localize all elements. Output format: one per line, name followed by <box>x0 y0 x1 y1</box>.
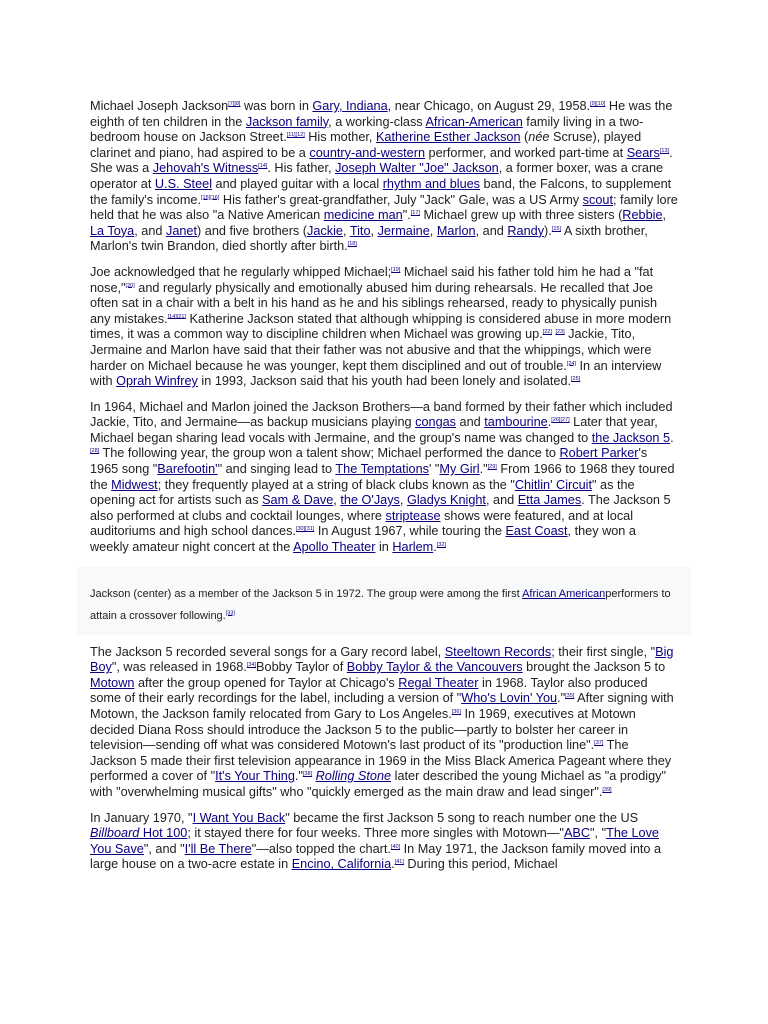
link-medicine-man[interactable]: medicine man <box>323 208 403 223</box>
link-la-toya[interactable]: La Toya <box>90 223 135 238</box>
reference-link[interactable]: [25] <box>571 375 581 382</box>
paragraph-father-abuse <box>90 265 678 390</box>
link-joseph-walter-joe-jackson[interactable]: Joseph Walter "Joe" Jackson <box>335 161 499 176</box>
text-run: In 1964, Michael and Marlon joined the Jackson Brothers—a band formed by their father which included Jackie, Tito, and Jermaine—as backup musicians playing <box>90 399 673 430</box>
link-scout[interactable]: scout <box>582 192 613 207</box>
reference-link[interactable]: [26][27] <box>551 417 570 424</box>
link-african-american[interactable]: African American <box>522 587 606 600</box>
reference-link[interactable]: [38] <box>302 771 313 778</box>
text-run: Jackie, Tito, Jermaine and Marlon have said that their father was not abusive and that the whippings, which were harder on Michael because he was younger, kept them disciplined and out of trouble. <box>90 327 652 373</box>
text-run: , <box>662 208 667 223</box>
text-run: In 1969, executives at Motown decided Diana Ross should introduce the Jackson 5 to the public—partly to bolster her career in television—sending off what was considered Motown's last product of its "production line". <box>90 707 636 753</box>
reference-link[interactable]: [29] <box>487 463 497 470</box>
link-i-want-you-back[interactable]: I Want You Back <box>192 810 286 825</box>
text-run: , <box>370 223 378 238</box>
text-run: ' " <box>428 462 440 477</box>
link-the-temptations[interactable]: The Temptations <box>335 462 429 477</box>
text-run: After signing with Motown, the Jackson family relocated from Gary to Los Angeles. <box>90 691 674 721</box>
link-congas[interactable]: congas <box>415 415 457 430</box>
reference-link[interactable]: [33] <box>225 609 235 616</box>
link-i-ll-be-there[interactable]: I'll Be There <box>184 841 252 856</box>
link-rebbie[interactable]: Rebbie <box>622 208 663 223</box>
reference-link[interactable]: [32] <box>436 541 446 548</box>
reference-link[interactable]: [20] <box>125 282 135 289</box>
reference-link[interactable]: [35] <box>565 693 575 700</box>
link-katherine-esther-jackson[interactable]: Katherine Esther Jackson <box>375 130 521 145</box>
text-run: ). <box>544 223 552 238</box>
text-run: , near Chicago, on August 29, 1958. <box>387 99 591 113</box>
reference-link[interactable]: [30][31] <box>295 526 315 533</box>
text-run: ." <box>294 769 303 784</box>
text-run: later described the young Michael as "a prodigy" with "overwhelming musical gifts" who "quickly emerged as the main draw and lead singer". <box>90 769 666 799</box>
reference-link[interactable]: [18] <box>347 241 357 248</box>
text-run: 's 1965 song " <box>90 446 648 477</box>
reference-link[interactable]: [15][16] <box>201 194 220 201</box>
reference-link[interactable]: [15] <box>551 225 561 232</box>
image-caption <box>77 567 691 635</box>
reference-link[interactable]: [14] <box>258 163 268 170</box>
link-tito[interactable]: Tito <box>349 223 371 238</box>
text-run: and regularly physically and emotionally abused him during rehearsals. He recalled that Joe often sat in a chair with a belt in his hand as he and his siblings rehearsed, ready to physically punish any mistakes. <box>90 280 658 326</box>
link-midwest[interactable]: Midwest <box>111 477 158 492</box>
text-run: shows were featured, and at local auditoriums and high school dances. <box>90 508 634 539</box>
link-who-s-lovin-you[interactable]: Who's Lovin' You <box>461 691 558 706</box>
link-gary-indiana[interactable]: Gary, Indiana <box>312 99 388 113</box>
text-run: . <box>547 415 552 430</box>
text-run: Scruse), played clarinet and piano, had aspired to be a <box>90 130 642 160</box>
reference-link[interactable]: [23] <box>555 329 565 336</box>
link-country-and-western[interactable]: country-and-western <box>309 145 426 160</box>
link-marlon[interactable]: Marlon <box>436 223 476 238</box>
text-run: was born in <box>240 99 313 113</box>
text-run: Later that year, Michael began sharing lead vocals with Jermaine, and the group's name was changed to <box>90 415 658 445</box>
text-run: "—also topped the chart. <box>251 841 391 856</box>
text-run: Michael grew up with three sisters ( <box>419 208 623 223</box>
link-u-s-steel[interactable]: U.S. Steel <box>154 176 213 191</box>
link-abc[interactable]: ABC <box>563 826 591 841</box>
text-run: ; they frequently played at a string of black clubs known as the " <box>157 477 515 492</box>
text-run: The Jackson 5 made their first television appearance in 1969 in the Miss Black America Pageant where they performed a cover of " <box>90 738 672 784</box>
paragraph-early-life <box>90 99 678 255</box>
link-oprah-winfrey[interactable]: Oprah Winfrey <box>116 374 198 389</box>
text-run: " became the first Jackson 5 song to reach number one the US <box>285 810 639 825</box>
link-randy[interactable]: Randy <box>507 223 545 238</box>
link-sam-dave[interactable]: Sam & Dave <box>262 493 334 508</box>
text-run: A sixth brother, Marlon's twin Brandon, died shortly after birth. <box>90 223 648 254</box>
reference-link[interactable]: [41] <box>394 859 404 866</box>
reference-link[interactable]: [36] <box>451 708 461 715</box>
text-run: , <box>429 223 437 238</box>
text-run: , and <box>134 223 166 238</box>
text-run: " and singing lead to <box>217 462 336 477</box>
link-steeltown-records[interactable]: Steeltown Records <box>444 644 552 659</box>
text-run: in 1993, Jackson said that his youth had been lonely and isolated. <box>197 374 572 389</box>
link-big-boy[interactable]: Big Boy <box>90 644 674 675</box>
text-run: , and <box>485 493 518 508</box>
text-run: in 1968. Taylor also produced some of their early recordings for the label, including a version of " <box>90 675 648 706</box>
text-run: From 1966 to 1968 they toured the <box>90 462 675 492</box>
reference-link[interactable]: [14][21] <box>167 313 186 320</box>
link-regal-theater[interactable]: Regal Theater <box>398 675 479 690</box>
text-run: . <box>391 857 395 872</box>
link-encino-california[interactable]: Encino, California <box>291 857 392 872</box>
text-run: In an interview with <box>90 358 662 389</box>
reference-link[interactable]: [7][8] <box>228 100 241 107</box>
reference-link[interactable]: [24] <box>566 360 576 367</box>
link-bobby-taylor-the-vancouvers[interactable]: Bobby Taylor & the Vancouvers <box>346 660 523 675</box>
text-run: His mother, <box>304 130 376 145</box>
text-run: and played guitar with a local <box>212 176 383 191</box>
link-hot-100[interactable]: Hot 100 <box>139 826 188 841</box>
link-jackson-family[interactable]: Jackson family <box>245 114 329 129</box>
text-run: Joe acknowledged that he regularly whipped Michael; <box>90 264 392 279</box>
text-run: , a working-class <box>328 114 426 129</box>
reference-link[interactable]: [17] <box>410 209 420 216</box>
link-striptease[interactable]: striptease <box>385 508 441 523</box>
reference-link[interactable]: [13] <box>659 147 670 154</box>
link-billboard[interactable]: Billboard <box>90 826 140 841</box>
text-run: Katherine Jackson stated that although whipping is considered abuse in more modern times, it was a common way to discipline children when Michael was growing up. <box>90 311 672 342</box>
text-run: Michael Joseph Jackson <box>90 99 229 113</box>
text-run: His father's great-grandfather, July "Jack" Gale, was a US Army <box>219 192 583 207</box>
text-run: performer, and worked part-time at <box>425 145 627 160</box>
text-run: ". <box>402 208 411 223</box>
link-apollo-theater[interactable]: Apollo Theater <box>293 540 376 555</box>
link-chitlin-circuit[interactable]: Chitlin' Circuit <box>514 477 592 492</box>
link-sears[interactable]: Sears <box>626 145 660 160</box>
text-run: The Jackson 5 recorded several songs for a Gary record label, <box>90 644 445 659</box>
reference-link[interactable]: [39] <box>602 786 612 793</box>
text-run: band, the Falcons, to supplement the family's income. <box>90 176 672 207</box>
text-run: ." <box>479 462 488 477</box>
link-jackie[interactable]: Jackie <box>307 223 343 238</box>
text-run: Jackson (center) as a member of the Jackson 5 in 1972. The group were among the first <box>90 587 523 600</box>
link-tambourine[interactable]: tambourine <box>484 415 548 430</box>
text-run: . <box>433 540 437 555</box>
text-run: Michael said his father told him he had a "fat nose," <box>90 264 654 295</box>
link-janet[interactable]: Janet <box>165 223 198 238</box>
text-run: ; their first single, " <box>551 644 656 659</box>
reference-link[interactable]: [37] <box>594 739 604 746</box>
link-barefootin[interactable]: Barefootin' <box>157 462 218 477</box>
paragraph-motown-signing <box>90 645 678 801</box>
text-run: . <box>670 430 674 445</box>
text-run: He was the eighth of ten children in the <box>90 99 673 129</box>
text-run: The following year, the group won a talent show; Michael performed the dance to <box>99 446 560 461</box>
text-run: , <box>399 493 407 508</box>
reference-link[interactable]: [22] <box>542 329 552 336</box>
text-run: Bobby Taylor of <box>256 660 347 675</box>
reference-link[interactable]: [40] <box>390 843 401 850</box>
text-run: . The Jackson 5 also performed at clubs and cocktail lounges, where <box>90 493 671 523</box>
paragraph-jackson-brothers <box>90 400 678 556</box>
text-run: family living in a two-bedroom house on Jackson Street. <box>90 114 644 145</box>
text-run: In August 1967, while touring the <box>314 524 506 539</box>
link-east-coast[interactable]: East Coast <box>505 524 568 539</box>
text-run: In January 1970, " <box>90 810 193 825</box>
link-gladys-knight[interactable]: Gladys Knight <box>406 493 486 508</box>
paragraph-chart-success <box>90 811 678 873</box>
text-run: performers to attain a crossover following. <box>90 587 671 622</box>
text-run: ", and " <box>143 841 185 856</box>
text-run: ." <box>557 691 566 706</box>
text-run: , <box>343 223 350 238</box>
reference-link[interactable]: [11][12] <box>286 131 305 138</box>
reference-link[interactable]: [28] <box>90 448 100 455</box>
text-run: ", " <box>590 826 607 841</box>
link-motown[interactable]: Motown <box>90 675 135 690</box>
text-run: . His father, <box>267 161 336 176</box>
text-run: , a former boxer, was a crane operator at <box>90 161 664 191</box>
link-my-girl[interactable]: My Girl <box>439 462 480 477</box>
link-jermaine[interactable]: Jermaine <box>377 223 430 238</box>
reference-link[interactable]: [34] <box>246 661 257 668</box>
text-run: ) and five brothers ( <box>197 223 308 238</box>
text-run: , <box>333 493 341 508</box>
text-run: In May 1971, the Jackson family moved into a large house on a two-acre estate in <box>90 841 662 872</box>
text-run: brought the Jackson 5 to <box>522 660 666 675</box>
text-run: , and <box>475 223 508 238</box>
text-run: , they won a weekly amateur night concert at the <box>90 524 636 555</box>
text-run: ", was released in 1968. <box>111 660 247 675</box>
text-run: in <box>375 540 393 555</box>
italic-text: née <box>528 130 550 145</box>
text-run: ; it stayed there for four weeks. Three more singles with Motown—" <box>187 826 564 841</box>
text-run: ( <box>520 130 529 145</box>
link-the-jackson-5[interactable]: the Jackson 5 <box>591 430 671 445</box>
link-jehovah-s-witness[interactable]: Jehovah's Witness <box>152 161 259 176</box>
link-harlem[interactable]: Harlem <box>392 540 434 555</box>
link-rhythm-and-blues[interactable]: rhythm and blues <box>382 176 481 191</box>
text-run: . She was a <box>90 145 673 176</box>
reference-link[interactable]: [9][10] <box>590 100 606 107</box>
reference-link[interactable]: [19] <box>391 266 401 273</box>
link-it-s-your-thing[interactable]: It's Your Thing <box>215 769 295 784</box>
link-rolling-stone[interactable]: Rolling Stone <box>315 769 392 784</box>
text-run: and <box>456 415 485 430</box>
text-run: During this period, Michael <box>403 857 558 872</box>
text-run: " as the opening act for artists such as <box>90 477 635 508</box>
text-run: ; family lore held that he was also "a Native American <box>90 192 678 223</box>
link-the-love-you-save[interactable]: The Love You Save <box>90 826 659 856</box>
link-the-o-jays[interactable]: the O'Jays <box>340 493 400 508</box>
text-run: after the group opened for Taylor at Chicago's <box>134 675 399 690</box>
link-african-american[interactable]: African-American <box>425 114 523 129</box>
link-etta-james[interactable]: Etta James <box>517 493 582 508</box>
link-robert-parker[interactable]: Robert Parker <box>559 446 639 461</box>
